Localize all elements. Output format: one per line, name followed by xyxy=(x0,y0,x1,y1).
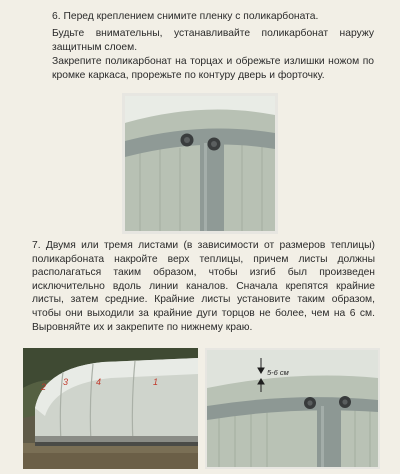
step6-heading: 6. Перед креплением снимите пленку с поликарбоната. xyxy=(52,11,319,22)
step6-trim-instruction: Закрепите поликарбонат на торцах и обрежьте излишки ножом по кромке каркаса, прорежьте по контуру дверь и форточку. xyxy=(52,56,374,81)
photo-sheet-overhang xyxy=(205,348,380,469)
sheet-number-2: 2 xyxy=(41,382,47,392)
sheet-number-4: 4 xyxy=(96,377,102,387)
photo-greenhouse-sheets xyxy=(23,348,198,469)
photo-profile-bolts xyxy=(122,93,278,234)
step6-note: Будьте внимательны, устанавливайте поликарбонат наружу защитным слоем. xyxy=(52,28,374,53)
sheet-number-1: 1 xyxy=(153,377,159,387)
step7-instruction: 7. Двумя или тремя листами (в зависимости от размеров теплицы) поликарбоната накройте верх теплицы, причем листы должны располагаться таким образом, чтобы изгиб был произведен исключительно вдоль линии каналов. Сначала крепятся крайние листы, затем средние. Крайние листы установите таким образом, чтобы они выходили за крайние дуги торцов не более, чем на 6 см. Выровняйте их и закрепите по нижнему краю. xyxy=(32,240,375,333)
overhang-measure-label: 5-6 см xyxy=(267,368,289,377)
sheet-number-3: 3 xyxy=(63,377,69,387)
